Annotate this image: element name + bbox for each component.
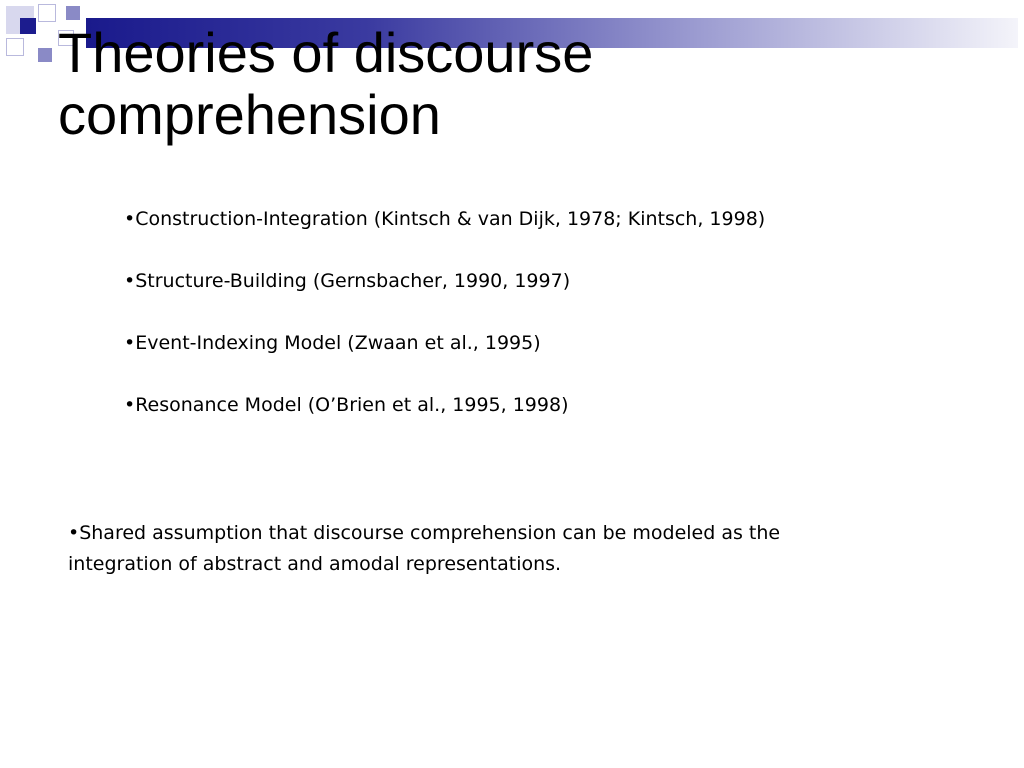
slide-title: Theories of discourse comprehension [58, 21, 594, 146]
decor-square [6, 38, 24, 56]
list-item: •Resonance Model (O’Brien et al., 1995, 1998) [124, 394, 569, 416]
list-item: •Event-Indexing Model (Zwaan et al., 1995) [124, 332, 541, 354]
decor-square [20, 18, 36, 34]
list-item: •Construction-Integration (Kintsch & van Dijk, 1978; Kintsch, 1998) [124, 208, 766, 230]
shared-assumption-note: •Shared assumption that discourse comprehension can be modeled as the integration of abstract and amodal representations. [68, 522, 781, 575]
decor-square [38, 4, 56, 22]
decor-square [66, 6, 80, 20]
decor-square [38, 48, 52, 62]
list-item: •Structure-Building (Gernsbacher, 1990, 1997) [124, 270, 571, 292]
bullet-list [124, 204, 984, 452]
